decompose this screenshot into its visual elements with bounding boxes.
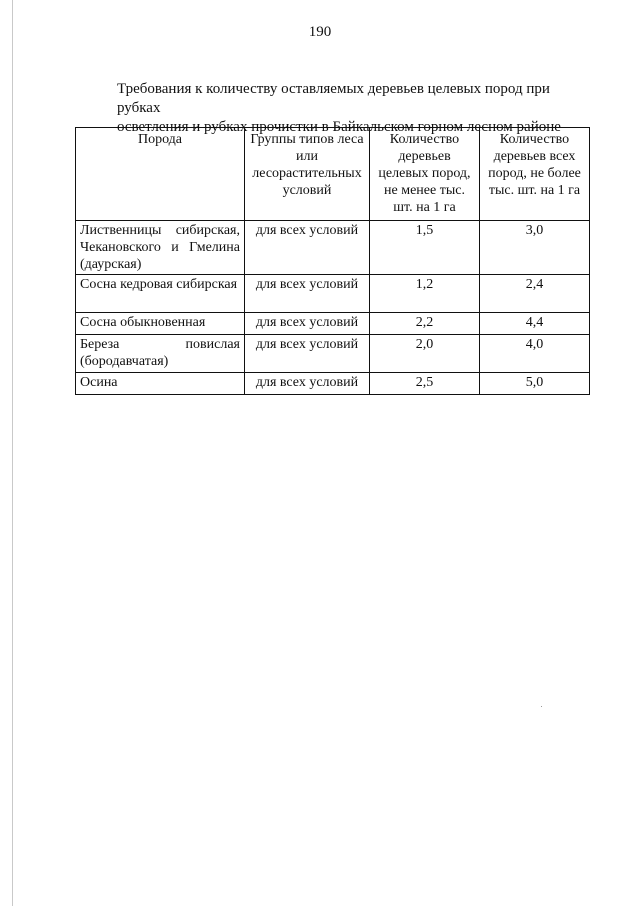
- tree-retention-table: [75, 127, 590, 395]
- cell-target-min: 2,5: [370, 373, 480, 395]
- cell-all-max: 2,4: [480, 275, 590, 313]
- header-forest-group-line: Группы типов леса: [250, 132, 364, 147]
- cell-target-min: 1,2: [370, 275, 480, 313]
- header-target-min-line: целевых пород,: [378, 166, 471, 181]
- cell-forest-group: для всех условий: [245, 335, 370, 373]
- heading-line-2: осветления и рубках прочистки в Байкальском горном лесном районе: [117, 119, 561, 135]
- cell-all-max: 5,0: [480, 373, 590, 395]
- cell-target-min: 2,2: [370, 313, 480, 335]
- cell-forest-group: для всех условий: [245, 373, 370, 395]
- scan-edge-line: [12, 0, 13, 906]
- cell-forest-group: для всех условий: [245, 275, 370, 313]
- cell-species: Береза повислая (бородавчатая): [76, 335, 245, 373]
- cell-all-max: 4,4: [480, 313, 590, 335]
- cell-species: Осина: [76, 373, 245, 395]
- table-row: [76, 335, 590, 373]
- table-row: [76, 313, 590, 335]
- header-all-max-line: деревьев всех: [493, 149, 576, 164]
- table-header-row: [76, 128, 590, 221]
- header-all-max-line: Количество: [499, 132, 570, 147]
- header-target-min-line: шт. на 1 га: [393, 200, 456, 215]
- heading-line-1: Требования к количеству оставляемых деревьев целевых пород при рубках: [117, 81, 550, 116]
- header-forest-group: [245, 128, 370, 221]
- header-all-max: [480, 128, 590, 221]
- table-row: [76, 221, 590, 275]
- cell-target-min: 2,0: [370, 335, 480, 373]
- scan-speck: [541, 706, 542, 707]
- header-forest-group-line: или: [296, 149, 318, 164]
- header-target-min-line: Количество: [389, 132, 460, 147]
- page-number: 190: [308, 24, 332, 40]
- cell-species: Лиственницы сибирская, Чекановского и Гмелина (даурская): [76, 221, 245, 275]
- header-target-min: [370, 128, 480, 221]
- table-row: [76, 275, 590, 313]
- header-all-max-line: тыс. шт. на 1 га: [488, 183, 581, 198]
- table-row: [76, 373, 590, 395]
- cell-all-max: 4,0: [480, 335, 590, 373]
- cell-all-max: 3,0: [480, 221, 590, 275]
- cell-forest-group: для всех условий: [245, 313, 370, 335]
- header-forest-group-line: условий: [282, 183, 332, 198]
- header-species: Порода: [76, 128, 245, 221]
- cell-forest-group: для всех условий: [245, 221, 370, 275]
- header-target-min-line: деревьев: [398, 149, 451, 164]
- header-target-min-line: не менее тыс.: [384, 183, 465, 198]
- header-forest-group-line: лесорастительных: [252, 166, 362, 181]
- cell-target-min: 1,5: [370, 221, 480, 275]
- header-all-max-line: пород, не более: [488, 166, 581, 181]
- cell-species: Сосна кедровая сибирская: [76, 275, 245, 313]
- cell-species: Сосна обыкновенная: [76, 313, 245, 335]
